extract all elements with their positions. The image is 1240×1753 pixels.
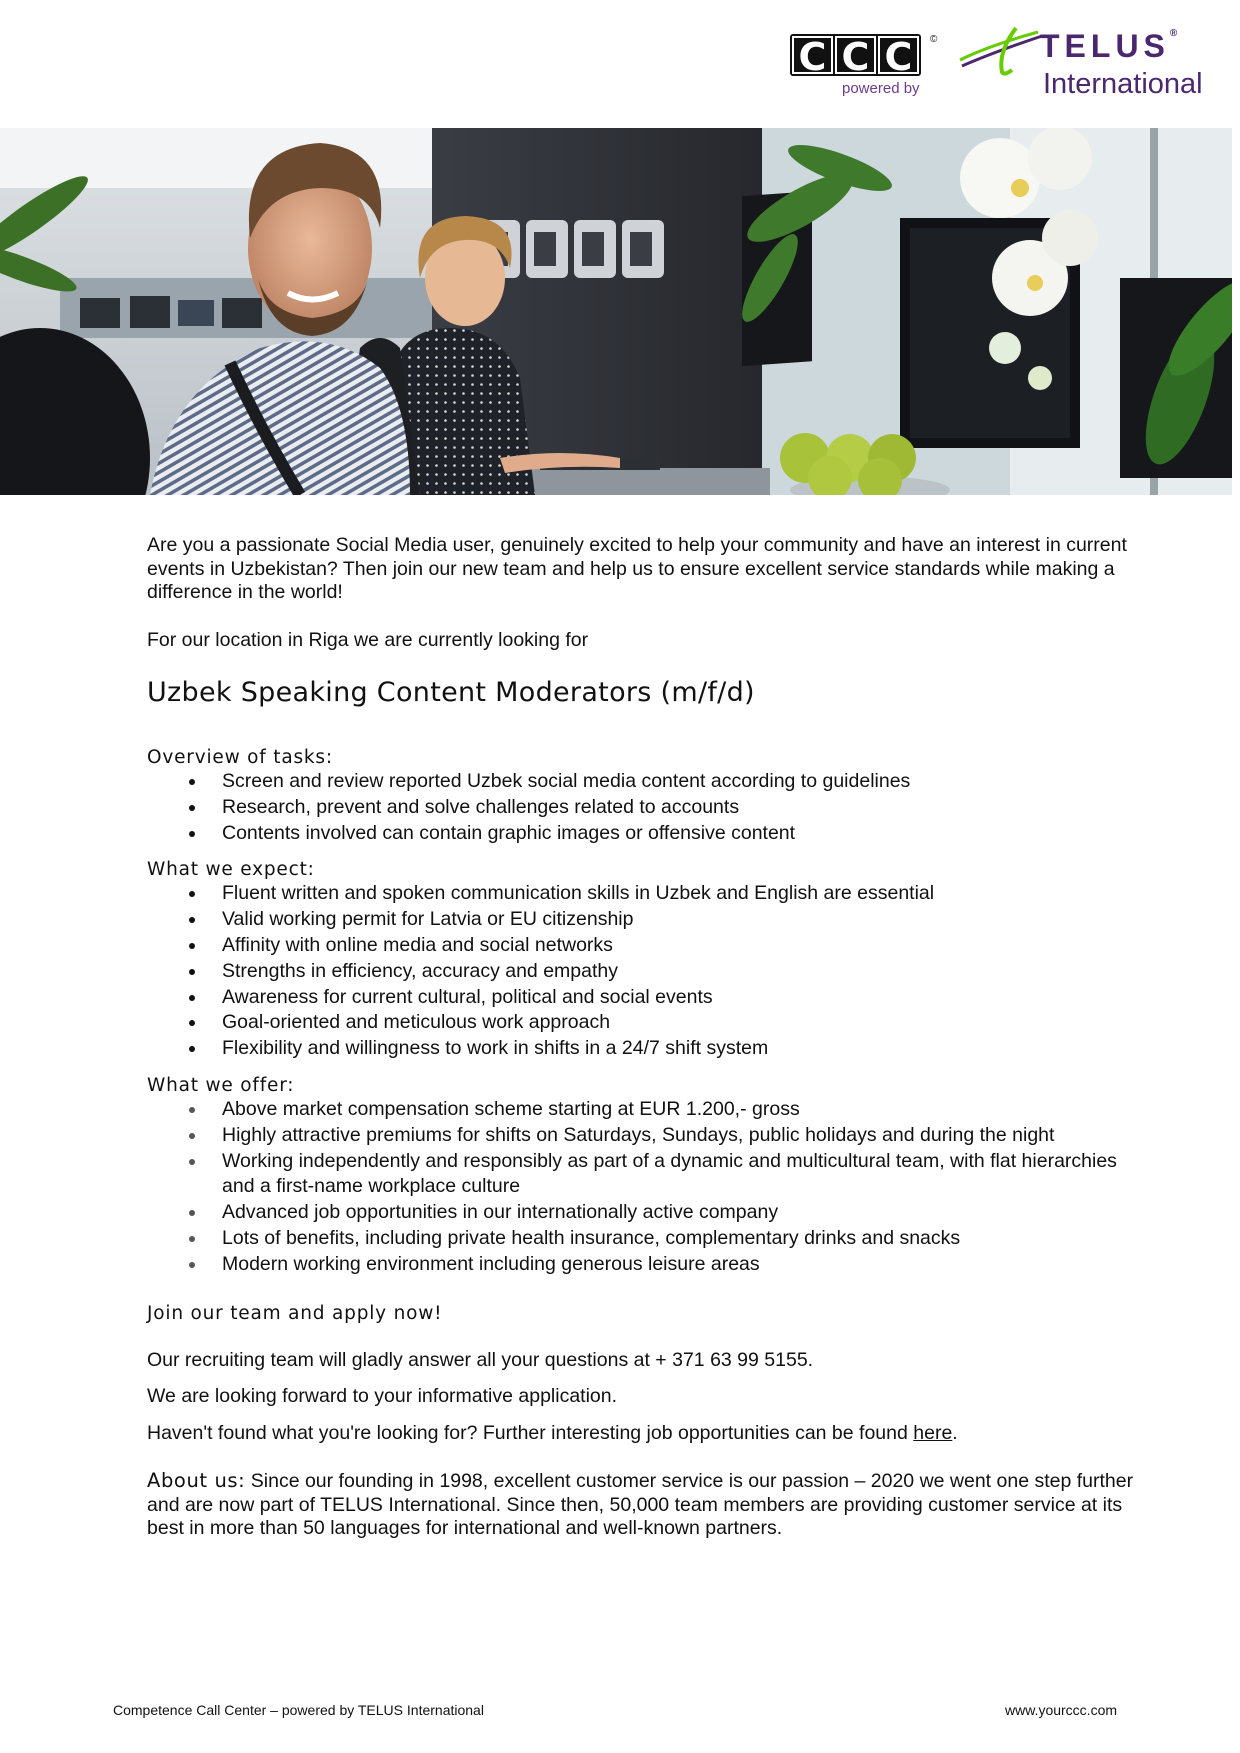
intro-paragraph: Are you a passionate Social Media user, genuinely excited to help your community and have an interest in current events in Uzbekistan? Then join our new team and help us to ensure excellent service standards while making a difference in the world! [147, 534, 1127, 603]
ccc-letter: C [835, 36, 876, 74]
list-item: Fluent written and spoken communication skills in Uzbek and English are essential [222, 881, 1137, 907]
list-item: Advanced job opportunities in our internationally active company [222, 1200, 1137, 1226]
list-item: Affinity with online media and social networks [222, 933, 1137, 959]
list-item: Screen and review reported Uzbek social media content according to guidelines [222, 769, 1137, 795]
more-jobs-period: . [952, 1421, 958, 1444]
hero-photo [0, 128, 1232, 495]
list-item: Lots of benefits, including private health insurance, complementary drinks and snacks [222, 1226, 1137, 1252]
telus-leaf-icon [958, 26, 1048, 78]
ccc-letter: C [878, 36, 919, 74]
offer-list [147, 1097, 1137, 1278]
header-logos [0, 0, 1240, 128]
list-item: Research, prevent and solve challenges related to accounts [222, 795, 1137, 821]
list-item: Strengths in efficiency, accuracy and empathy [222, 959, 1137, 985]
ccc-registered-mark: © [930, 34, 938, 45]
list-item: Highly attractive premiums for shifts on Saturdays, Sundays, public holidays and during the night [222, 1123, 1137, 1149]
telus-wordmark [1040, 28, 1177, 65]
job-title: Uzbek Speaking Content Moderators (m/f/d) [147, 677, 755, 708]
contact-line: Our recruiting team will gladly answer all your questions at + 371 63 99 5155. [147, 1348, 814, 1371]
tasks-list [147, 769, 1137, 846]
forward-line: We are looking forward to your informative application. [147, 1385, 618, 1408]
ccc-letter: C [792, 36, 833, 74]
more-jobs-line [147, 1422, 1137, 1446]
apply-heading: Join our team and apply now! [147, 1302, 443, 1324]
expect-list [147, 881, 1137, 1062]
list-item: Contents involved can contain graphic images or offensive content [222, 821, 1137, 847]
more-jobs-text: Haven't found what you're looking for? Further interesting job opportunities can be found [147, 1421, 914, 1444]
office-scene-illustration [0, 128, 1232, 495]
list-item: Above market compensation scheme starting at EUR 1.200,- gross [222, 1097, 1137, 1123]
about-text: Since our founding in 1998, excellent customer service is our passion – 2020 we went one step further and are now part of TELUS International. Since then, 50,000 team members are providing customer service at its best in more than 50 languages for international and well-known partners. [147, 1470, 1134, 1540]
job-posting-body [147, 534, 1137, 1541]
powered-by-label: powered by [842, 80, 920, 97]
ccc-logo-letters [790, 34, 921, 79]
ccc-logo [790, 34, 940, 100]
list-item: Working independently and responsibly as part of a dynamic and multicultural team, with flat hierarchies and a first-name workplace culture [222, 1149, 1137, 1201]
international-wordmark: International [1043, 68, 1203, 100]
about-label: About us: [147, 1469, 246, 1493]
footer-company: Competence Call Center – powered by TELUS International [113, 1702, 484, 1718]
list-item: Goal-oriented and meticulous work approach [222, 1010, 1137, 1036]
location-line: For our location in Riga we are currently looking for [147, 628, 589, 651]
about-paragraph [147, 1469, 1137, 1541]
expect-heading: What we expect: [147, 859, 315, 881]
list-item: Awareness for current cultural, political and social events [222, 985, 1137, 1011]
telus-word: TELUS [1040, 28, 1170, 64]
list-item: Flexibility and willingness to work in shifts in a 24/7 shift system [222, 1036, 1137, 1062]
list-item: Modern working environment including generous leisure areas [222, 1252, 1137, 1278]
footer-website: www.yourccc.com [1005, 1702, 1118, 1718]
telus-registered-mark: ® [1169, 28, 1178, 39]
tasks-heading: Overview of tasks: [147, 747, 333, 768]
here-link[interactable]: here [913, 1421, 953, 1444]
list-item: Valid working permit for Latvia or EU citizenship [222, 907, 1137, 933]
offer-heading: What we offer: [147, 1074, 295, 1096]
